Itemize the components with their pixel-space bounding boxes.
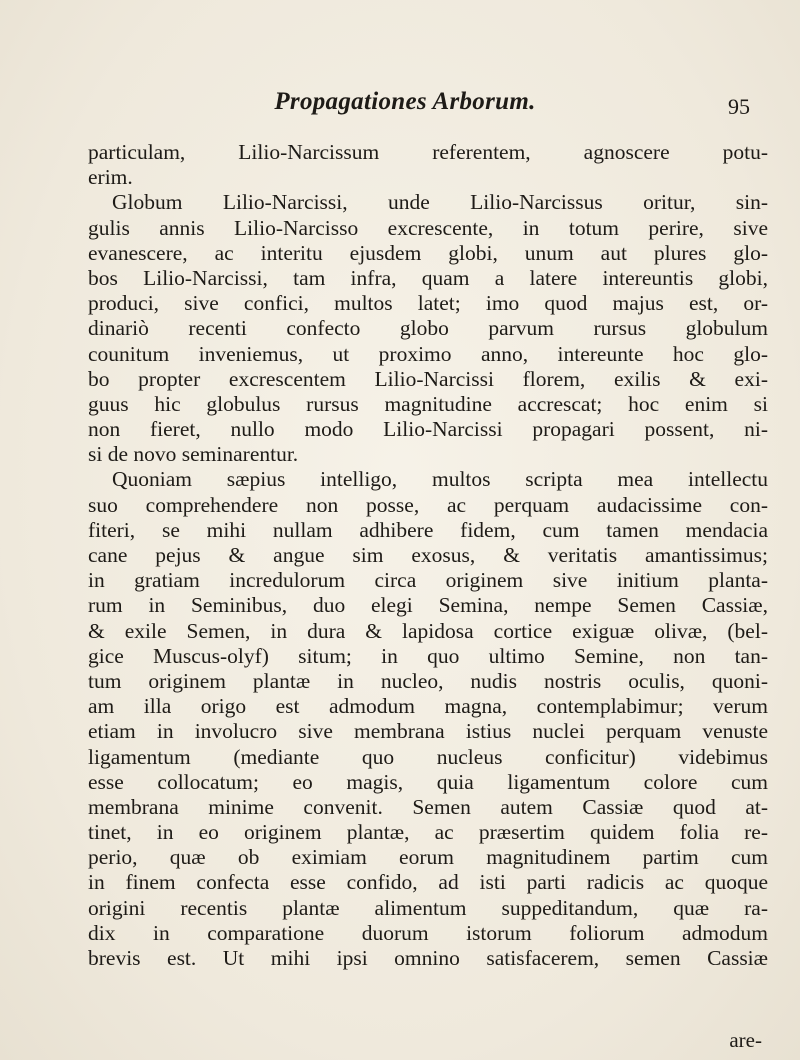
text-line: counitum inveniemus, ut proximo anno, intereunte hoc glo- <box>88 341 768 366</box>
text-line: evanescere, ac interitu ejusdem globi, unum aut plures glo- <box>88 240 768 265</box>
text-line: tum originem plantæ in nucleo, nudis nostris oculis, quoni- <box>88 668 768 693</box>
running-head: Propagationes Arborum. <box>274 88 536 115</box>
text-line: fiteri, se mihi nullam adhibere fidem, cum tamen mendacia <box>88 517 768 542</box>
text-line: rum in Seminibus, duo elegi Semina, nempe Semen Cassiæ, <box>88 593 768 618</box>
text-line: gulis annis Lilio-Narcisso excrescente, in totum perire, sive <box>88 215 768 240</box>
text-line: non fieret, nullo modo Lilio-Narcissi propagari possent, ni- <box>88 417 768 442</box>
page-number: 95 <box>728 94 750 119</box>
text-line: guus hic globulus rursus magnitudine accrescat; hoc enim si <box>88 391 768 416</box>
text-line: membrana minime convenit. Semen autem Cassiæ quod at- <box>88 794 768 819</box>
text-line: dinariò recenti confecto globo parvum rursus globulum <box>88 316 768 341</box>
text-line: dix in comparatione duorum istorum foliorum admodum <box>88 920 768 945</box>
text-line: bo propter excrescentem Lilio-Narcissi florem, exilis & exi- <box>88 366 768 391</box>
text-line: origini recentis plantæ alimentum suppeditandum, quæ ra- <box>88 895 768 920</box>
text-line: gice Muscus-olyf) situm; in quo ultimo Semine, non tan- <box>88 643 768 668</box>
text-line: perio, quæ ob eximiam eorum magnitudinem partim cum <box>88 845 768 870</box>
text-line: am illa origo est admodum magna, contemplabimur; verum <box>88 694 768 719</box>
text-line: esse collocatum; eo magis, quia ligamentum colore cum <box>88 769 768 794</box>
text-line: particulam, Lilio-Narcissum referentem, agnoscere potu- <box>88 140 768 164</box>
text-line: etiam in involucro sive membrana istius nuclei perquam venuste <box>88 719 768 744</box>
text-line: suo comprehendere non posse, ac perquam audacissime con- <box>88 492 768 517</box>
text-line: erim. <box>88 165 133 190</box>
text-line: produci, sive confici, multos latet; imo quod majus est, or- <box>88 291 768 316</box>
text-line: si de novo seminarentur. <box>88 442 299 467</box>
text-line: in finem confecta esse confido, ad isti parti radicis ac quoque <box>88 870 768 895</box>
text-line: & exile Semen, in dura & lapidosa cortice exiguæ olivæ, (bel- <box>88 618 768 643</box>
text-line: tinet, in eo originem plantæ, ac præsertim quidem folia re- <box>88 820 768 845</box>
catchword: are- <box>729 1028 762 1052</box>
text-line: brevis est. Ut mihi ipsi omnino satisfacerem, semen Cassiæ <box>88 946 768 970</box>
text-line: Quoniam sæpius intelligo, multos scripta mea intellectu <box>112 467 768 492</box>
text-line: Globum Lilio-Narcissi, unde Lilio-Narcissus oritur, sin- <box>112 190 768 215</box>
text-line: ligamentum (mediante quo nucleus conficitur) videbimus <box>88 744 768 769</box>
text-line: in gratiam incredulorum circa originem sive initium planta- <box>88 568 768 593</box>
body-text <box>88 140 768 971</box>
page-header <box>60 88 750 128</box>
text-line: cane pejus & angue sim exosus, & veritatis amantissimus; <box>88 543 768 567</box>
text-line: bos Lilio-Narcissi, tam infra, quam a latere intereuntis globi, <box>88 265 768 290</box>
